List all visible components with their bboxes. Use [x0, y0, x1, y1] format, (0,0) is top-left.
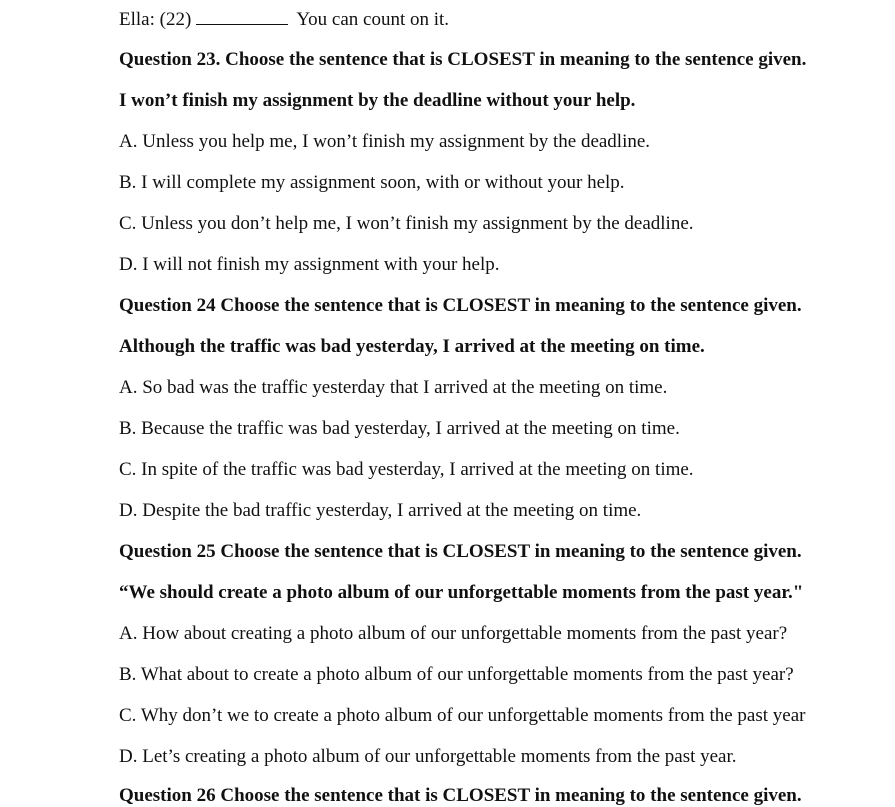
question-24-prompt: Although the traffic was bad yesterday, I arrived at the meeting on time.	[119, 336, 705, 357]
question-25-option-a: A. How about creating a photo album of our unforgettable moments from the past year?	[119, 623, 788, 644]
question-26-heading: Question 26 Choose the sentence that is CLOSEST in meaning to the sentence given.	[119, 785, 802, 806]
question-23-option-d: D. I will not finish my assignment with your help.	[119, 254, 500, 275]
question-23-option-a: A. Unless you help me, I won’t finish my assignment by the deadline.	[119, 131, 651, 152]
question-23-option-b: B. I will complete my assignment soon, with or without your help.	[119, 172, 625, 193]
question-23-option-c: C. Unless you don’t help me, I won’t finish my assignment by the deadline.	[119, 213, 694, 234]
question-25-option-b: B. What about to create a photo album of our unforgettable moments from the past year?	[119, 664, 794, 685]
question-24-heading: Question 24 Choose the sentence that is CLOSEST in meaning to the sentence given.	[119, 295, 802, 316]
question-23-prompt: I won’t finish my assignment by the deadline without your help.	[119, 90, 636, 111]
dialogue-line	[119, 8, 449, 31]
dialogue-tail: You can count on it.	[296, 9, 450, 30]
question-24-option-d: D. Despite the bad traffic yesterday, I arrived at the meeting on time.	[119, 500, 642, 521]
question-24-option-b: B. Because the traffic was bad yesterday, I arrived at the meeting on time.	[119, 418, 680, 439]
question-24-option-c: C. In spite of the traffic was bad yesterday, I arrived at the meeting on time.	[119, 459, 694, 480]
dialogue-number: (22)	[159, 9, 192, 30]
dialogue-speaker: Ella:	[119, 9, 155, 30]
question-24-option-a: A. So bad was the traffic yesterday that I arrived at the meeting on time.	[119, 377, 668, 398]
question-25-option-c: C. Why don’t we to create a photo album of our unforgettable moments from the past year	[119, 705, 806, 726]
question-25-option-d: D. Let’s creating a photo album of our unforgettable moments from the past year.	[119, 746, 737, 767]
answer-blank	[196, 8, 288, 25]
question-25-prompt: “We should create a photo album of our unforgettable moments from the past year."	[119, 582, 804, 603]
question-23-heading: Question 23. Choose the sentence that is CLOSEST in meaning to the sentence given.	[119, 49, 807, 70]
question-25-heading: Question 25 Choose the sentence that is CLOSEST in meaning to the sentence given.	[119, 541, 802, 562]
